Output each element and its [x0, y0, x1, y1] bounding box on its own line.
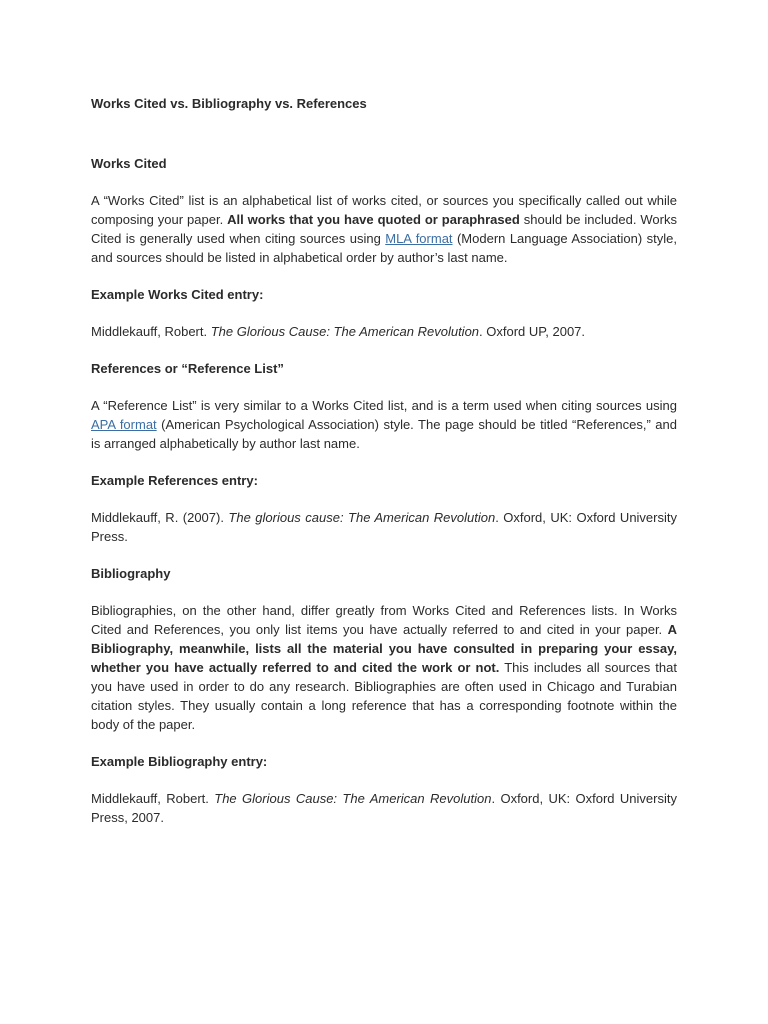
bibliography-heading: Bibliography [91, 566, 171, 581]
references-example-heading: Example References entry: [91, 473, 258, 488]
bold-run: All works that you have quoted or paraphrased [227, 212, 520, 227]
bibliography-paragraph [91, 601, 677, 734]
document-page [91, 94, 677, 827]
text-run: . Oxford UP, 2007. [479, 324, 586, 339]
bibliography-example-entry [91, 789, 677, 827]
works-cited-example-heading: Example Works Cited entry: [91, 287, 264, 302]
apa-format-link[interactable]: APA format [91, 417, 157, 432]
works-cited-paragraph [91, 191, 677, 267]
references-example-entry [91, 508, 677, 546]
text-run: Middlekauff, Robert. [91, 324, 211, 339]
works-cited-heading: Works Cited [91, 156, 167, 171]
document-title: Works Cited vs. Bibliography vs. References [91, 96, 367, 111]
bold-run: A Bibliography, meanwhile, lists all the material you have consulted in preparing your essay, whether you have actually referred to and cited the work or not. [91, 622, 677, 675]
references-paragraph [91, 396, 677, 453]
text-run: should be included. Works Cited is generally used when citing sources using [91, 212, 677, 246]
text-run: . Oxford, UK: Oxford University Press. [91, 510, 677, 544]
text-run: . Oxford, UK: Oxford University Press, 2007. [91, 791, 677, 825]
works-cited-example-entry [91, 322, 677, 341]
text-run: (American Psychological Association) style. The page should be titled “References,” and is arranged alphabetically by author last name. [91, 417, 677, 451]
italic-run: The glorious cause: The American Revolution [228, 510, 496, 525]
italic-run: The Glorious Cause: The American Revolution [210, 324, 480, 339]
text-run: A “Works Cited” list is an alphabetical list of works cited, or sources you specifically called out while composing your paper. [91, 193, 677, 227]
italic-run: The Glorious Cause: The American Revolution [214, 791, 492, 806]
mla-format-link[interactable]: MLA format [385, 231, 453, 246]
text-run: Middlekauff, Robert. [91, 791, 215, 806]
text-run: Bibliographies, on the other hand, differ greatly from Works Cited and References lists. In Works Cited and References, you only list items you have actually referred to and cited in your paper. [91, 603, 677, 637]
bibliography-example-heading: Example Bibliography entry: [91, 754, 268, 769]
text-run: (Modern Language Association) style, and sources should be listed in alphabetical order by author’s last name. [91, 231, 677, 265]
references-heading: References or “Reference List” [91, 361, 284, 376]
text-run: This includes all sources that you have used in order to do any research. Bibliographies are often used in Chicago and Turabian citation styles. They usually contain a long reference that has a corresponding footnote within the body of the paper. [91, 660, 677, 732]
text-run: A “Reference List” is very similar to a Works Cited list, and is a term used when citing sources using [91, 398, 677, 413]
text-run: Middlekauff, R. (2007). [91, 510, 229, 525]
